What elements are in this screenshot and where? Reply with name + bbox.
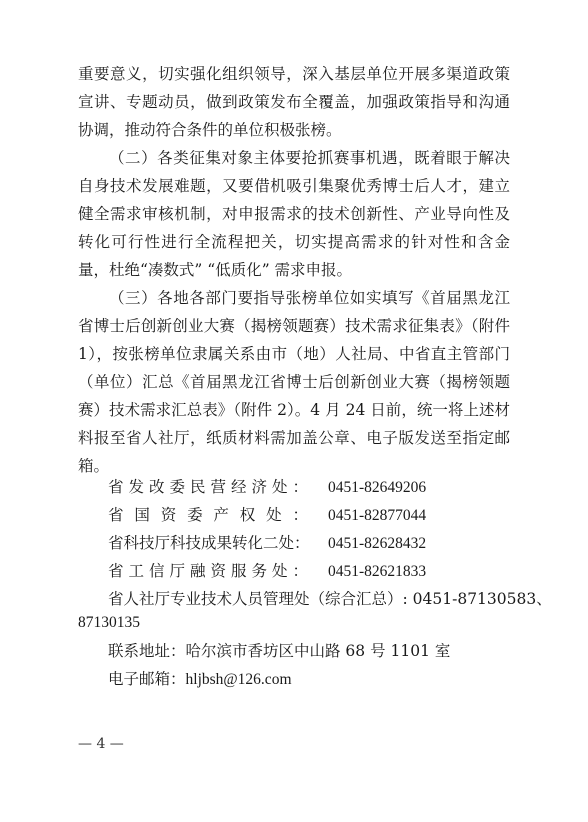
- email-value: hljbsh@126.com: [185, 671, 292, 688]
- email-label: 电子邮箱：: [108, 670, 186, 688]
- contact-label: 省国资委产权处：: [108, 506, 308, 524]
- contact-label: 省科技厅科技成果转化二处：: [108, 534, 310, 552]
- hr-contact-line: 省人社厅专业技术人员管理处（综合汇总）: 0451-87130583、: [108, 590, 552, 608]
- hr-contact-continuation: 87130135: [78, 614, 140, 631]
- contact-phone: 0451-82621833: [328, 563, 427, 580]
- contact-label: 省工信厅融资服务处：: [108, 562, 308, 580]
- paragraph-policy-promotion: 重要意义，切实强化组织领导，深入基层单位开展多渠道政策宣讲、专题动员，做到政策发布全覆盖，加强政策指导和沟通协调，推动符合条件的单位积极张榜。: [78, 65, 510, 139]
- paragraph-section-two: （二）各类征集对象主体要抢抓赛事机遇，既着眼于解决自身技术发展难题，又要借机吸引集聚优秀博士后人才，建立健全需求审核机制，对申报需求的技术创新性、产业导向性及转化可行性进行全流程把关，切实提高需求的针对性和含金量，杜绝“凑数式” “低质化” 需求申报。: [78, 149, 510, 279]
- contact-row: [108, 529, 426, 557]
- paragraph-section-three: （三）各地各部门要指导张榜单位如实填写《首届黑龙江省博士后创新创业大赛（揭榜领题赛）技术需求征集表》（附件 1），按张榜单位隶属关系由市（地）人社局、中省直主管部门（单位）汇总《首届黑龙江省博士后创新创业大赛（揭榜领题赛）技术需求汇总表》（附件 2）。4 月 24 日前，统一将上述材料报至省人社厅，纸质材料需加盖公章、电子版发送至指定邮箱。: [78, 289, 510, 475]
- contact-phone: 0451-82649206: [328, 479, 427, 496]
- contact-row: [108, 557, 426, 585]
- contact-phone: 0451-82877044: [328, 507, 427, 524]
- contact-email: [108, 665, 292, 694]
- contact-address: 联系地址：哈尔滨市香坊区中山路 68 号 1101 室: [108, 642, 451, 660]
- page-number: — 4 —: [78, 736, 124, 752]
- contact-row: [108, 473, 426, 501]
- contact-row: [108, 501, 426, 529]
- contact-phone: 0451-82628432: [328, 535, 427, 552]
- contact-label: 省发改委民营经济处：: [108, 478, 308, 496]
